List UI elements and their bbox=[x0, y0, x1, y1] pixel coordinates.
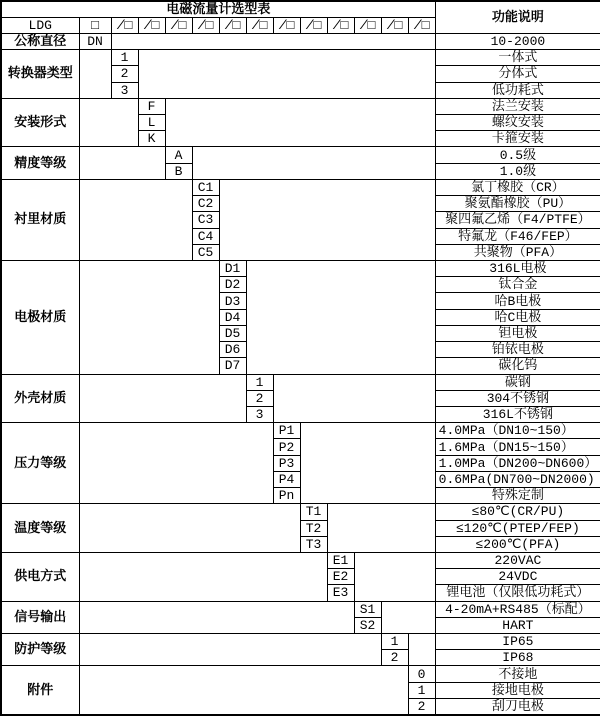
option-row bbox=[1, 50, 600, 66]
spacer bbox=[192, 147, 435, 179]
option-code: C5 bbox=[192, 244, 219, 260]
option-code: D7 bbox=[219, 358, 246, 374]
section-label: 供电方式 bbox=[1, 552, 79, 601]
option-description: 不接地 bbox=[435, 666, 600, 682]
option-code: P4 bbox=[273, 471, 300, 487]
spacer bbox=[79, 374, 246, 423]
option-code: C2 bbox=[192, 196, 219, 212]
spacer bbox=[165, 98, 435, 147]
option-code: 2 bbox=[408, 698, 435, 715]
option-description: 聚氨酯橡胶（PU） bbox=[435, 196, 600, 212]
option-code: Pn bbox=[273, 488, 300, 504]
option-code: C1 bbox=[192, 179, 219, 195]
option-description: 聚四氟乙烯（F4/PTFE） bbox=[435, 212, 600, 228]
option-row bbox=[1, 634, 600, 650]
option-description: 碳化钨 bbox=[435, 358, 600, 374]
option-code: 3 bbox=[111, 82, 138, 98]
spacer bbox=[354, 552, 435, 601]
spacer bbox=[138, 50, 435, 99]
option-description: 钛合金 bbox=[435, 277, 600, 293]
option-description: 氯丁橡胶（CR） bbox=[435, 179, 600, 195]
option-row bbox=[1, 504, 600, 520]
option-code: T3 bbox=[300, 536, 327, 552]
option-description: 4.0MPa（DN10~150） bbox=[435, 423, 600, 439]
code-placeholder-box: /□ bbox=[273, 17, 300, 33]
code-placeholder-box: /□ bbox=[354, 17, 381, 33]
option-row bbox=[1, 601, 600, 617]
spacer bbox=[381, 601, 435, 633]
option-code: A bbox=[165, 147, 192, 163]
option-code: D2 bbox=[219, 277, 246, 293]
option-code: 1 bbox=[111, 50, 138, 66]
option-description: 钽电极 bbox=[435, 325, 600, 341]
option-code: 2 bbox=[111, 66, 138, 82]
spacer bbox=[79, 666, 408, 715]
option-description: HART bbox=[435, 617, 600, 633]
spacer bbox=[79, 601, 354, 633]
function-column-header: 功能说明 bbox=[435, 1, 600, 33]
option-row bbox=[1, 261, 600, 277]
diameter-code: DN bbox=[79, 33, 111, 49]
option-description: 316L不锈钢 bbox=[435, 406, 600, 422]
option-description: 哈C电极 bbox=[435, 309, 600, 325]
option-code: F bbox=[138, 98, 165, 114]
section-label: 压力等级 bbox=[1, 423, 79, 504]
spacer bbox=[79, 634, 381, 666]
option-code: S2 bbox=[354, 617, 381, 633]
option-code: D4 bbox=[219, 309, 246, 325]
option-code: E2 bbox=[327, 569, 354, 585]
code-placeholder-box: /□ bbox=[408, 17, 435, 33]
option-code: 1 bbox=[381, 634, 408, 650]
option-description: IP65 bbox=[435, 634, 600, 650]
title-row bbox=[1, 1, 600, 17]
option-description: 卡箍安装 bbox=[435, 131, 600, 147]
option-description: ≤200℃(PFA) bbox=[435, 536, 600, 552]
option-row bbox=[1, 374, 600, 390]
spacer bbox=[79, 50, 111, 99]
spacer bbox=[79, 261, 219, 375]
option-description: 特氟龙（F46/FEP） bbox=[435, 228, 600, 244]
option-code: E1 bbox=[327, 552, 354, 568]
diameter-description: 10-2000 bbox=[435, 33, 600, 49]
spacer bbox=[273, 374, 435, 423]
model-prefix: LDG bbox=[1, 17, 79, 33]
section-label: 防护等级 bbox=[1, 634, 79, 666]
option-description: 碳钢 bbox=[435, 374, 600, 390]
spacer bbox=[79, 504, 300, 553]
section-label: 附件 bbox=[1, 666, 79, 715]
option-description: 共聚物（PFA） bbox=[435, 244, 600, 260]
option-description: 304不锈钢 bbox=[435, 390, 600, 406]
option-code: D1 bbox=[219, 261, 246, 277]
option-description: 刮刀电极 bbox=[435, 698, 600, 715]
option-code: P2 bbox=[273, 439, 300, 455]
option-code: T1 bbox=[300, 504, 327, 520]
option-code: 1 bbox=[246, 374, 273, 390]
option-code: 1 bbox=[408, 682, 435, 698]
option-description: 1.6MPa（DN15~150） bbox=[435, 439, 600, 455]
option-code: 2 bbox=[246, 390, 273, 406]
option-description: 哈B电极 bbox=[435, 293, 600, 309]
option-description: 24VDC bbox=[435, 569, 600, 585]
option-row bbox=[1, 552, 600, 568]
option-row bbox=[1, 179, 600, 195]
option-description: 0.6MPa(DN700~DN2000) bbox=[435, 471, 600, 487]
code-placeholder-box: /□ bbox=[192, 17, 219, 33]
spacer bbox=[79, 552, 327, 601]
option-description: 316L电极 bbox=[435, 261, 600, 277]
spacer bbox=[79, 179, 192, 260]
option-description: 接地电极 bbox=[435, 682, 600, 698]
option-row bbox=[1, 666, 600, 682]
section-label: 精度等级 bbox=[1, 147, 79, 179]
option-row bbox=[1, 98, 600, 114]
option-description: 4-20mA+RS485（标配） bbox=[435, 601, 600, 617]
option-description: 铂铱电极 bbox=[435, 342, 600, 358]
code-placeholder-box: □ bbox=[79, 17, 111, 33]
spacer bbox=[408, 634, 435, 666]
option-description: ≤120℃(PTEP/FEP) bbox=[435, 520, 600, 536]
section-label: 信号输出 bbox=[1, 601, 79, 633]
section-label: 转换器类型 bbox=[1, 50, 79, 99]
code-placeholder-box: /□ bbox=[165, 17, 192, 33]
option-code: D3 bbox=[219, 293, 246, 309]
code-placeholder-box: /□ bbox=[381, 17, 408, 33]
option-code: C4 bbox=[192, 228, 219, 244]
spacer bbox=[327, 504, 435, 553]
option-description: 锂电池（仅限低功耗式） bbox=[435, 585, 600, 601]
spacer bbox=[300, 423, 435, 504]
option-description: 0.5级 bbox=[435, 147, 600, 163]
table-title: 电磁流量计选型表 bbox=[1, 1, 435, 17]
option-code: S1 bbox=[354, 601, 381, 617]
option-description: 一体式 bbox=[435, 50, 600, 66]
option-code: 3 bbox=[246, 406, 273, 422]
option-description: 特殊定制 bbox=[435, 488, 600, 504]
diameter-row bbox=[1, 33, 600, 49]
selection-table-body bbox=[1, 1, 600, 715]
spacer bbox=[111, 33, 435, 49]
spacer bbox=[219, 179, 435, 260]
code-placeholder-box: /□ bbox=[300, 17, 327, 33]
option-code: D6 bbox=[219, 342, 246, 358]
section-label: 外壳材质 bbox=[1, 374, 79, 423]
section-label: 温度等级 bbox=[1, 504, 79, 553]
option-row bbox=[1, 147, 600, 163]
option-code: D5 bbox=[219, 325, 246, 341]
option-code: P3 bbox=[273, 455, 300, 471]
code-placeholder-box: /□ bbox=[138, 17, 165, 33]
code-placeholder-box: /□ bbox=[327, 17, 354, 33]
spacer bbox=[79, 147, 165, 179]
spacer bbox=[79, 423, 273, 504]
option-row bbox=[1, 423, 600, 439]
option-description: 1.0MPa（DN200~DN600） bbox=[435, 455, 600, 471]
option-description: 法兰安装 bbox=[435, 98, 600, 114]
option-code: E3 bbox=[327, 585, 354, 601]
option-description: 低功耗式 bbox=[435, 82, 600, 98]
option-description: 220VAC bbox=[435, 552, 600, 568]
option-code: P1 bbox=[273, 423, 300, 439]
option-description: 1.0级 bbox=[435, 163, 600, 179]
option-description: ≤80℃(CR/PU) bbox=[435, 504, 600, 520]
option-code: 2 bbox=[381, 650, 408, 666]
spacer bbox=[79, 98, 138, 147]
section-label: 安装形式 bbox=[1, 98, 79, 147]
code-placeholder-box: /□ bbox=[246, 17, 273, 33]
option-description: IP68 bbox=[435, 650, 600, 666]
spacer bbox=[246, 261, 435, 375]
code-placeholder-box: /□ bbox=[219, 17, 246, 33]
option-description: 螺纹安装 bbox=[435, 115, 600, 131]
code-placeholder-box: /□ bbox=[111, 17, 138, 33]
section-label-diameter: 公称直径 bbox=[1, 33, 79, 49]
option-description: 分体式 bbox=[435, 66, 600, 82]
section-label: 衬里材质 bbox=[1, 179, 79, 260]
option-code: C3 bbox=[192, 212, 219, 228]
section-label: 电极材质 bbox=[1, 261, 79, 375]
option-code: L bbox=[138, 115, 165, 131]
option-code: K bbox=[138, 131, 165, 147]
option-code: B bbox=[165, 163, 192, 179]
option-code: T2 bbox=[300, 520, 327, 536]
option-code: 0 bbox=[408, 666, 435, 682]
